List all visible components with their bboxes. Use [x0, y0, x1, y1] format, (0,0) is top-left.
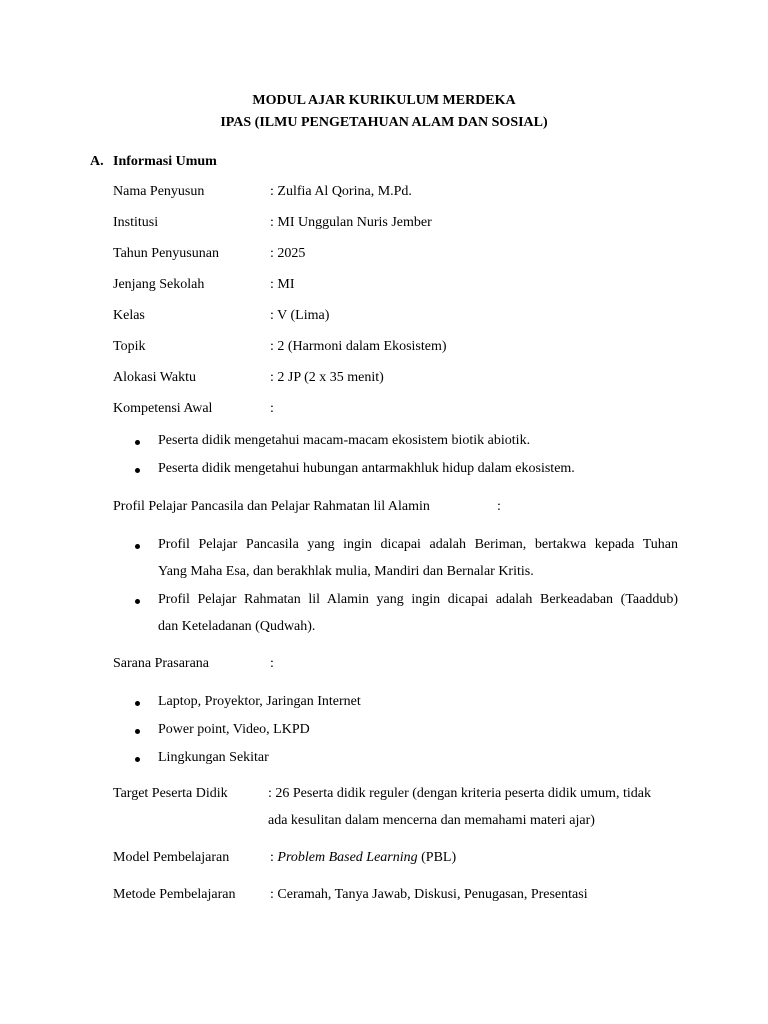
- list-item: Power point, Video, LKPD: [158, 722, 310, 737]
- info-value: : V (Lima): [270, 308, 330, 323]
- model-value: [270, 850, 456, 866]
- info-label: Jenjang Sekolah: [113, 277, 205, 292]
- document-subtitle: IPAS (ILMU PENGETAHUAN ALAM DAN SOSIAL): [220, 115, 548, 130]
- profil-colon: :: [497, 499, 501, 514]
- section-heading: Informasi Umum: [113, 154, 217, 169]
- info-label: Kompetensi Awal: [113, 401, 213, 416]
- info-value: : 2025: [270, 246, 306, 261]
- list-item-line: dan Keteladanan (Qudwah).: [158, 619, 316, 634]
- sarana-label: Sarana Prasarana: [113, 656, 210, 671]
- info-value: : MI Unggulan Nuris Jember: [270, 215, 432, 230]
- model-italic: Problem Based Learning: [277, 850, 418, 865]
- info-value: :: [270, 401, 274, 416]
- model-label: Model Pembelajaran: [113, 850, 230, 865]
- target-label: Target Peserta Didik: [113, 786, 228, 801]
- profil-label: Profil Pelajar Pancasila dan Pelajar Rahmatan lil Alamin: [113, 499, 430, 514]
- bullet-icon: [135, 468, 140, 473]
- metode-value: : Ceramah, Tanya Jawab, Diskusi, Penugasan, Presentasi: [270, 887, 588, 902]
- list-item-line: Profil Pelajar Rahmatan lil Alamin yang ingin dicapai adalah Berkeadaban (Taaddub): [158, 592, 678, 607]
- bullet-icon: [135, 599, 140, 604]
- list-item: Peserta didik mengetahui macam-macam ekosistem biotik abiotik.: [158, 433, 531, 448]
- info-label: Institusi: [113, 215, 159, 230]
- section-letter: A.: [90, 154, 104, 169]
- sarana-colon: :: [270, 656, 274, 671]
- info-label: Topik: [113, 339, 146, 354]
- list-item: Lingkungan Sekitar: [158, 750, 269, 765]
- info-value: : MI: [270, 277, 295, 292]
- bullet-icon: [135, 440, 140, 445]
- bullet-icon: [135, 757, 140, 762]
- target-value-line: ada kesulitan dalam mencerna dan memahami materi ajar): [268, 813, 595, 828]
- info-label: Nama Penyusun: [113, 184, 205, 199]
- info-value: : 2 (Harmoni dalam Ekosistem): [270, 339, 447, 354]
- metode-label: Metode Pembelajaran: [113, 887, 236, 902]
- bullet-icon: [135, 701, 140, 706]
- list-item: Peserta didik mengetahui hubungan antarmakhluk hidup dalam ekosistem.: [158, 461, 575, 476]
- list-item-line: Yang Maha Esa, dan berakhlak mulia, Mandiri dan Bernalar Kritis.: [158, 564, 534, 579]
- model-prefix: :: [270, 850, 278, 865]
- model-suffix: (PBL): [417, 850, 457, 865]
- info-label: Tahun Penyusunan: [113, 246, 219, 261]
- bullet-icon: [135, 544, 140, 549]
- info-value: : 2 JP (2 x 35 menit): [270, 370, 384, 385]
- info-value: : Zulfia Al Qorina, M.Pd.: [270, 184, 412, 199]
- info-label: Alokasi Waktu: [113, 370, 196, 385]
- bullet-icon: [135, 729, 140, 734]
- document-title: MODUL AJAR KURIKULUM MERDEKA: [252, 93, 516, 108]
- list-item: Laptop, Proyektor, Jaringan Internet: [158, 694, 361, 709]
- list-item-line: Profil Pelajar Pancasila yang ingin dicapai adalah Beriman, bertakwa kepada Tuhan: [158, 537, 678, 552]
- info-label: Kelas: [113, 308, 145, 323]
- target-value-line: : 26 Peserta didik reguler (dengan kriteria peserta didik umum, tidak: [268, 786, 651, 801]
